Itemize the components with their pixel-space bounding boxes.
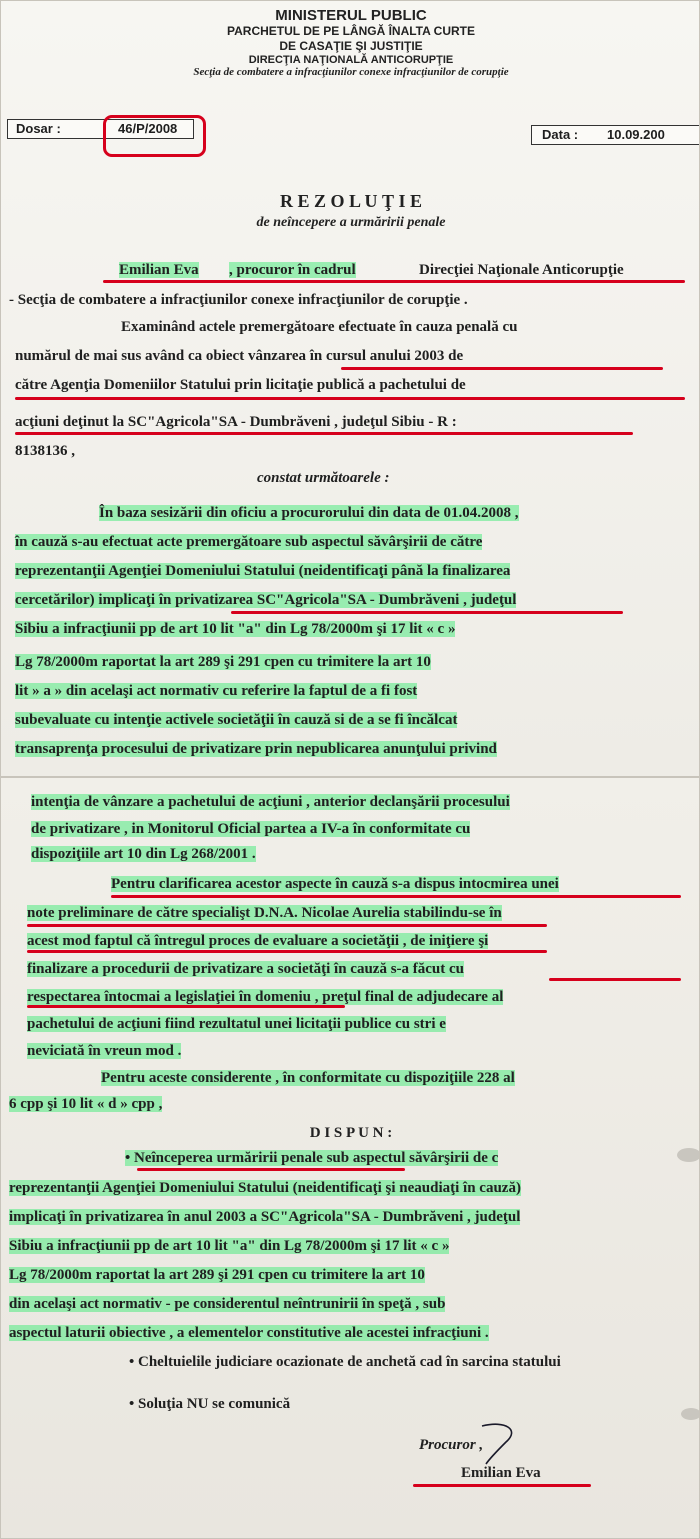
text-line: neviciată în vreun mod . <box>27 1043 182 1059</box>
text-line: Lg 78/2000m raportat la art 289 şi 291 cpen cu trimitere la art 10 <box>15 654 431 670</box>
text-line: note preliminare de către specialişt D.N.A. Nicolae Aurelia stabilindu-se în <box>27 905 502 921</box>
red-underline <box>27 1005 345 1008</box>
text-line: - Secţia de combatere a infracţiunilor conexe infracţiunilor de corupţie . <box>9 292 468 308</box>
text-line: implicaţi în privatizarea în anul 2003 a SC"Agricola"SA - Dumbrăveni , judeţul <box>9 1209 521 1225</box>
prosecutor-role: , procuror în cadrul <box>229 262 356 278</box>
directorate-name: Direcţiei Naţionale Anticorupţie <box>419 262 624 278</box>
text-line: aspectul laturii obiective , a elementelor constitutive ale acestei infracţiuni . <box>9 1325 489 1341</box>
text-line: subevaluate cu intenţie activele societăţii în cauză si de a se fi încălcat <box>15 712 458 728</box>
section-heading-dispun: D I S P U N : <box>309 1125 393 1141</box>
text-line: cercetărilor) implicaţi în privatizarea SC"Agricola"SA - Dumbrăveni , judeţul <box>15 592 517 608</box>
text-line: acest mod faptul că întregul proces de evaluare a societăţii , de iniţiere şi <box>27 933 489 949</box>
text-line: respectarea întocmai a legislaţiei în domeniu , preţul final de adjudecare al <box>27 989 504 1005</box>
text-line: 8138136 , <box>15 443 75 459</box>
red-underline <box>413 1484 591 1487</box>
red-underline <box>27 924 547 927</box>
text-line: către Agenţia Domeniilor Statului prin licitaţie publică a pachetului de <box>15 377 466 393</box>
text-line: Sibiu a infracţiunii pp de art 10 lit "a" din Lg 78/2000m şi 17 lit « c » <box>15 621 456 637</box>
header-court: DE CASAŢIE ŞI JUSTIŢIE <box>279 39 423 53</box>
document-title: R E Z O L U Ţ I E <box>279 191 423 211</box>
dosar-number: 46/P/2008 <box>118 121 178 136</box>
red-underline <box>341 367 663 370</box>
binder-clip <box>677 1148 700 1162</box>
text-line: Sibiu a infracţiunii pp de art 10 lit "a" din Lg 78/2000m şi 17 lit « c » <box>9 1238 450 1254</box>
header-ministry: MINISTERUL PUBLIC <box>275 7 427 24</box>
date-field <box>531 125 700 145</box>
red-underline <box>103 280 685 283</box>
handwritten-signature <box>476 1420 524 1466</box>
text-line: reprezentanţii Agenţiei Domeniului Statului (neidentificaţi şi neaudiaţi în cauză) <box>9 1180 521 1196</box>
text-line: În baza sesizării din oficiu a procurorului din data de 01.04.2008 , <box>99 505 519 521</box>
text-line: în cauză s-au efectuat acte premergătoare sub aspectul săvârşirii de către <box>15 534 483 550</box>
header-parchet: PARCHETUL DE PE LÂNGĂ ÎNALTA CURTE <box>227 24 475 38</box>
red-underline <box>15 432 633 435</box>
text-line: acţiuni deţinut la SC"Agricola"SA - Dumbrăveni , judeţul Sibiu - R : <box>15 414 457 430</box>
text-line: numărul de mai sus având ca obiect vânzarea în cursul anului 2003 de <box>15 348 464 364</box>
text-line: Examinând actele premergătoare efectuate în cauza penală cu <box>121 319 518 335</box>
red-circle-annotation <box>103 115 206 157</box>
text-line: Pentru clarificarea acestor aspecte în cauză s-a dispus intocmirea unei <box>111 876 559 892</box>
text-line: • Neînceperea urmăririi penale sub aspectul săvârşirii de c <box>125 1150 499 1166</box>
text-line: de privatizare , in Monitorul Oficial partea a IV-a în conformitate cu <box>31 821 471 837</box>
text-line: intenţia de vânzare a pachetului de acţiuni , anterior declanşării procesului <box>31 794 510 810</box>
signature-name: Emilian Eva <box>461 1465 541 1481</box>
text-line: 6 cpp şi 10 lit « d » cpp , <box>9 1096 163 1112</box>
text-line: • Cheltuielile judiciare ocazionate de anchetă cad în sarcina statului <box>129 1354 561 1370</box>
document-page-2 <box>0 777 700 1539</box>
prosecutor-name: Emilian Eva <box>119 262 199 278</box>
text-line: finalizare a procedurii de privatizare a societăţi în cauză s-a făcut cu <box>27 961 465 977</box>
header-directorate: DIRECŢIA NAŢIONALĂ ANTICORUPŢIE <box>248 54 454 66</box>
text-line: • Soluţia NU se comunică <box>129 1396 291 1412</box>
red-underline <box>549 978 681 981</box>
dosar-label: Dosar : <box>16 121 61 136</box>
text-line: reprezentanţii Agenţiei Domeniului Statului (neidentificaţi până la finalizarea <box>15 563 511 579</box>
binder-clip <box>681 1408 700 1420</box>
red-underline <box>231 611 623 614</box>
red-underline <box>137 1168 405 1171</box>
section-heading-constat: constat următoarele : <box>257 470 390 486</box>
red-underline <box>27 950 547 953</box>
text-line: din acelaşi act normativ - pe considerentul neîntrunirii în speţă , sub <box>9 1296 446 1312</box>
text-line: pachetului de acţiuni fiind rezultatul unei licitaţii publice cu stri e <box>27 1016 446 1032</box>
text-line: transaprenţa procesului de privatizare prin nepublicarea anunţului privind <box>15 741 497 757</box>
text-line: dispoziţiile art 10 din Lg 268/2001 . <box>31 846 256 862</box>
text-line: lit » a » din acelaşi act normativ cu referire la faptul de a fi fost <box>15 683 418 699</box>
red-underline <box>15 397 685 400</box>
signature-role: Procuror , <box>419 1437 484 1453</box>
header-section: Secţia de combatere a infracţiunilor conexe infracţiunilor de corupţie <box>193 66 509 78</box>
date-label: Data : <box>542 127 579 142</box>
text-line: Pentru aceste considerente , în conformitate cu dispoziţiile 228 al <box>101 1070 515 1086</box>
document-subtitle: de neîncepere a urmăririi penale <box>256 215 446 230</box>
red-underline <box>111 895 681 898</box>
text-line: Lg 78/2000m raportat la art 289 şi 291 cpen cu trimitere la art 10 <box>9 1267 425 1283</box>
date-value: 10.09.200 <box>607 127 665 142</box>
